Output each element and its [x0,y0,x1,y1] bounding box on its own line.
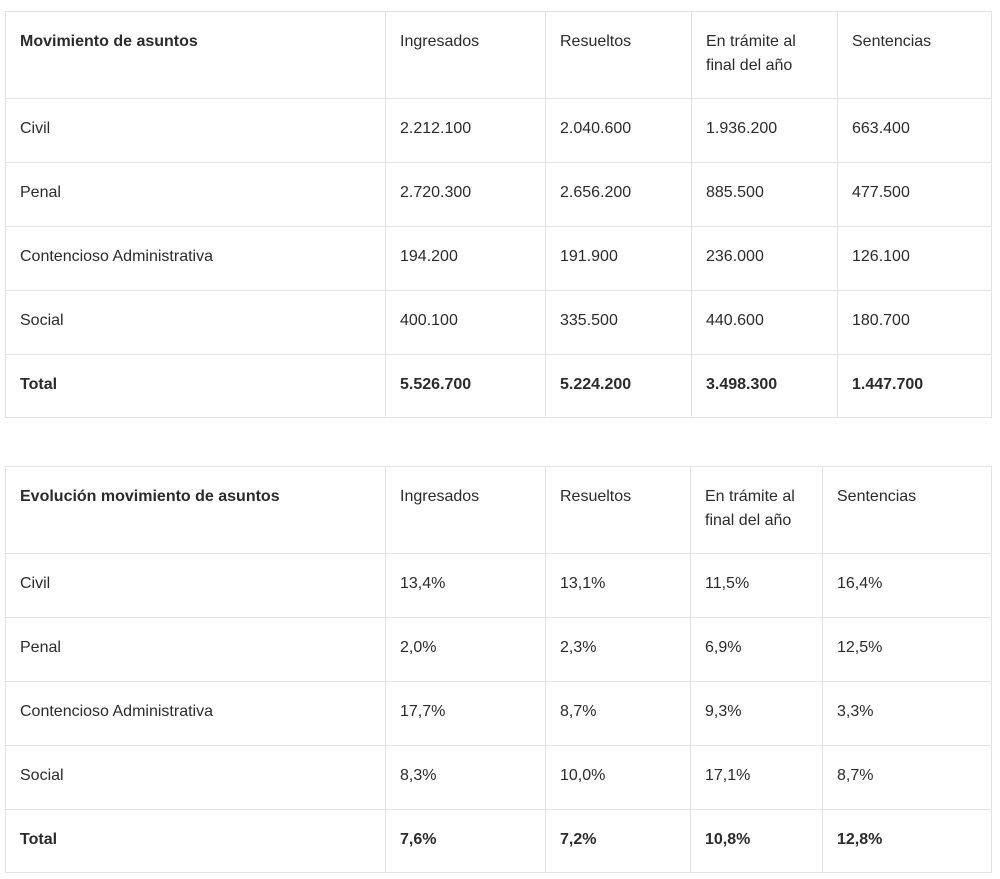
cell-value: 440.600 [692,291,838,355]
total-value: 7,6% [386,810,546,873]
table-row [6,682,992,746]
column-header-resueltos: Resueltos [546,12,692,99]
cell-value: 13,4% [386,554,546,618]
cell-value: 11,5% [691,554,823,618]
table-header-row [6,12,992,99]
cell-value: 13,1% [546,554,691,618]
cell-value: 10,0% [546,746,691,810]
cell-value: 2.656.200 [546,163,692,227]
table-row [6,746,992,810]
table-row [6,99,992,163]
table-row [6,163,992,227]
cell-value: 2.720.300 [386,163,546,227]
table-total-row [6,355,992,418]
cell-value: 663.400 [838,99,992,163]
cell-value: 2.212.100 [386,99,546,163]
column-header-resueltos: Resueltos [546,467,691,554]
cell-value: 9,3% [691,682,823,746]
row-label: Contencioso Administrativa [6,227,386,291]
table-header-row [6,467,992,554]
column-header-sentencias: Sentencias [838,12,992,99]
column-header-ingresados: Ingresados [386,467,546,554]
table-title: Movimiento de asuntos [6,12,386,99]
cell-value: 16,4% [823,554,992,618]
table-row [6,554,992,618]
cell-value: 400.100 [386,291,546,355]
cell-value: 17,1% [691,746,823,810]
table-row [6,291,992,355]
cell-value: 885.500 [692,163,838,227]
row-label: Penal [6,618,386,682]
row-label: Civil [6,99,386,163]
cell-value: 2,3% [546,618,691,682]
cell-value: 8,7% [823,746,992,810]
total-label: Total [6,355,386,418]
cell-value: 477.500 [838,163,992,227]
row-label: Social [6,291,386,355]
total-value: 10,8% [691,810,823,873]
total-label: Total [6,810,386,873]
column-header-ingresados: Ingresados [386,12,546,99]
total-value: 3.498.300 [692,355,838,418]
row-label: Contencioso Administrativa [6,682,386,746]
cell-value: 6,9% [691,618,823,682]
table-row [6,618,992,682]
movimiento-asuntos-table [5,11,992,418]
row-label: Civil [6,554,386,618]
cell-value: 8,3% [386,746,546,810]
column-header-en-tramite: En trámite al final del año [692,12,838,99]
cell-value: 17,7% [386,682,546,746]
cell-value: 8,7% [546,682,691,746]
total-value: 5.224.200 [546,355,692,418]
row-label: Penal [6,163,386,227]
cell-value: 335.500 [546,291,692,355]
cell-value: 2,0% [386,618,546,682]
table-title: Evolución movimiento de asuntos [6,467,386,554]
total-value: 5.526.700 [386,355,546,418]
total-value: 12,8% [823,810,992,873]
cell-value: 194.200 [386,227,546,291]
cell-value: 191.900 [546,227,692,291]
cell-value: 1.936.200 [692,99,838,163]
cell-value: 12,5% [823,618,992,682]
cell-value: 180.700 [838,291,992,355]
cell-value: 2.040.600 [546,99,692,163]
total-value: 7,2% [546,810,691,873]
evolucion-asuntos-table [5,466,992,873]
row-label: Social [6,746,386,810]
cell-value: 126.100 [838,227,992,291]
column-header-sentencias: Sentencias [823,467,992,554]
table-total-row [6,810,992,873]
cell-value: 236.000 [692,227,838,291]
total-value: 1.447.700 [838,355,992,418]
column-header-en-tramite: En trámite al final del año [691,467,823,554]
table-row [6,227,992,291]
cell-value: 3,3% [823,682,992,746]
